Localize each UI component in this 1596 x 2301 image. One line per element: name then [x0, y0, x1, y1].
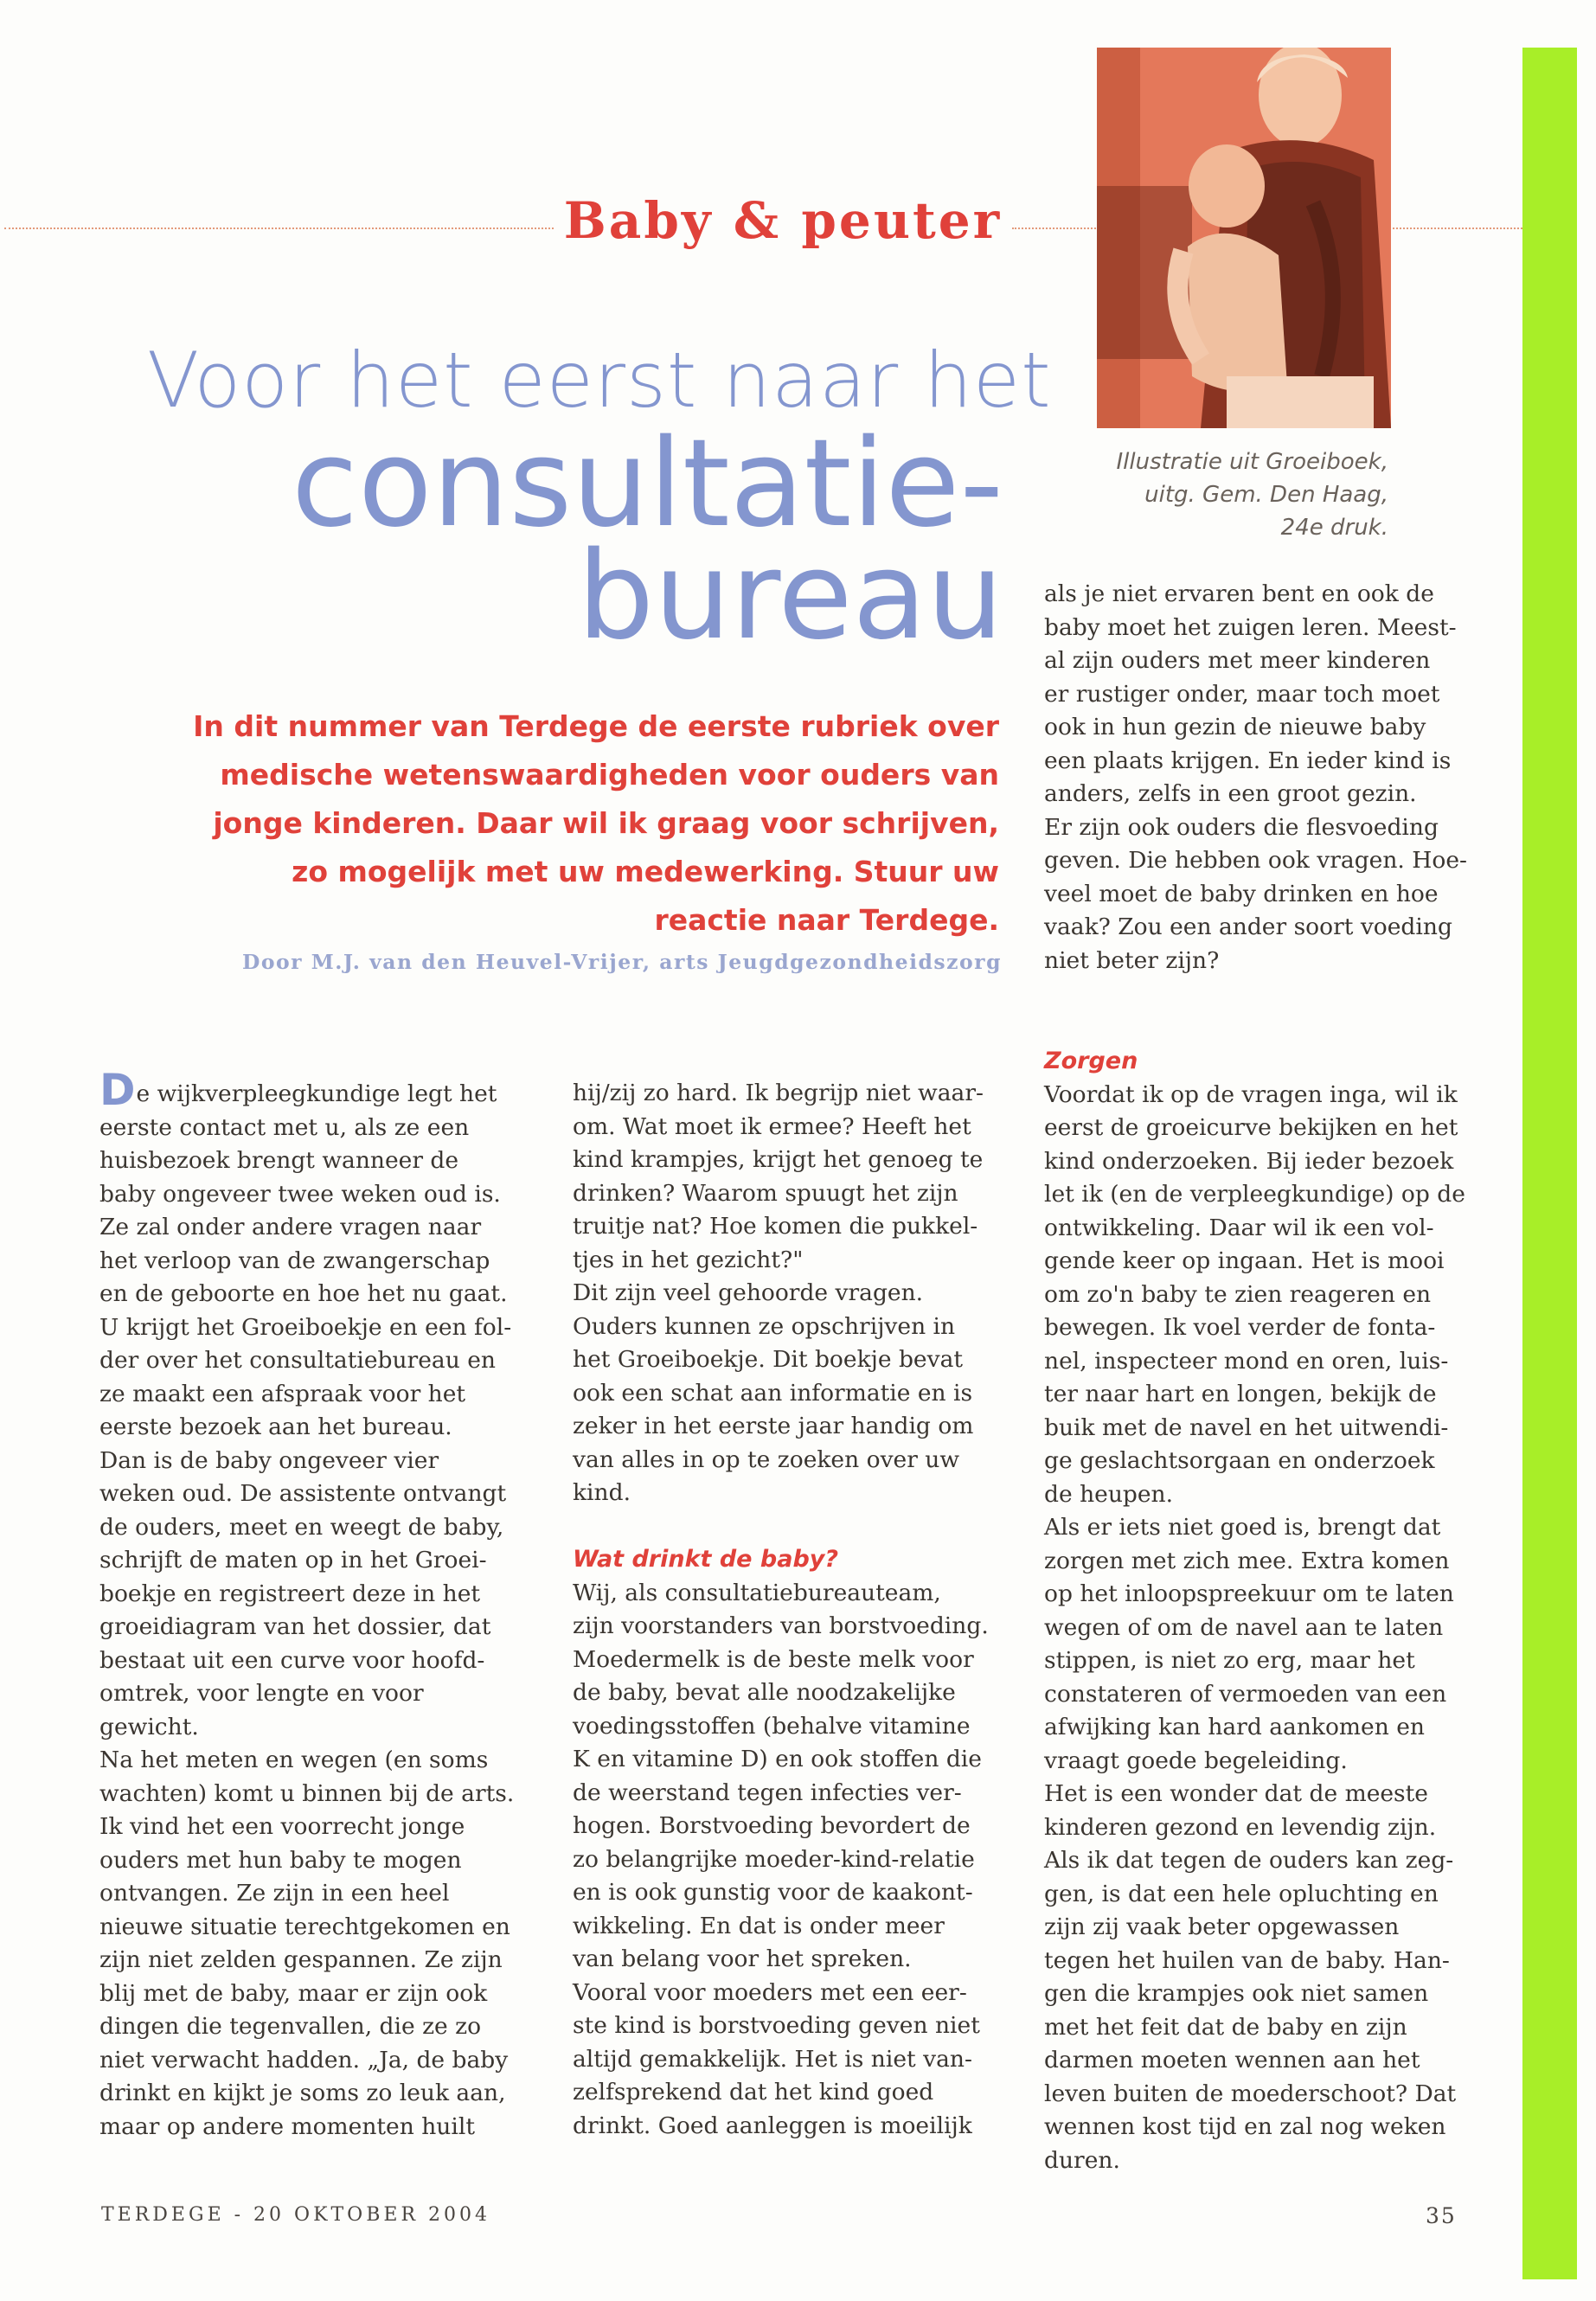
- body-line: kind.: [573, 1479, 631, 1506]
- body-line: kind krampjes, krijgt het genoeg te: [573, 1146, 984, 1173]
- body-line: constateren of vermoeden van een: [1044, 1680, 1447, 1708]
- spacer: [573, 1510, 1031, 1544]
- body-line: wegen of om de navel aan te laten: [1044, 1613, 1444, 1641]
- body-line: buik met de navel en het uitwendi-: [1044, 1413, 1449, 1441]
- body-line: als je niet ervaren bent en ook de: [1044, 580, 1434, 607]
- body-line: schrijft de maten op in het Groei-: [99, 1547, 487, 1574]
- body-line: altijd gemakkelijk. Het is niet van-: [573, 2045, 972, 2073]
- body-line: zijn voorstanders van borstvoeding.: [573, 1612, 989, 1639]
- body-line: niet beter zijn?: [1044, 946, 1220, 974]
- body-line: ter naar hart en longen, bekijk de: [1044, 1381, 1437, 1407]
- body-line: al zijn ouders met meer kinderen: [1044, 647, 1431, 674]
- body-line: tegen het huilen van de baby. Han-: [1044, 1946, 1450, 1974]
- body-line: eerste contact met u, als ze een: [99, 1113, 470, 1141]
- body-line: groeidiagram van het dossier, dat: [99, 1613, 491, 1640]
- body-line: van alles in op te zoeken over uw: [573, 1445, 960, 1473]
- body-line: zeker in het eerste jaar handig om: [573, 1413, 974, 1439]
- body-line: de heupen.: [1044, 1480, 1174, 1508]
- body-line: met het feit dat de baby en zijn: [1044, 2013, 1407, 2041]
- body-line: baby ongeveer twee weken oud is.: [99, 1180, 501, 1208]
- body-line: blij met de baby, maar er zijn ook: [99, 1979, 488, 2007]
- body-line: geven. Die hebben ook vragen. Hoe-: [1044, 847, 1467, 874]
- body-line: De wijkverpleegkundige legt het: [99, 1065, 497, 1115]
- body-line: veel moet de baby drinken en hoe: [1044, 880, 1439, 907]
- body-column-3-top: [1044, 578, 1503, 977]
- subheading-zorgen: Zorgen: [1044, 1048, 1138, 1074]
- body-line: Vooral voor moeders met een eer-: [573, 1978, 967, 2006]
- body-line: de baby, bevat alle noodzakelijke: [573, 1679, 956, 1706]
- body-line: ge geslachtsorgaan en onderzoek: [1044, 1447, 1435, 1474]
- body-line: der over het consultatiebureau en: [99, 1347, 496, 1374]
- body-line: bewegen. Ik voel verder de fonta-: [1044, 1314, 1436, 1341]
- body-line: boekje en registreert deze in het: [99, 1580, 481, 1607]
- body-line: Ouders kunnen ze opschrijven in: [573, 1312, 956, 1340]
- body-line: het verloop van de zwangerschap: [99, 1247, 490, 1274]
- body-line: eerst de groeicurve bekijken en het: [1044, 1114, 1458, 1141]
- body-line: vaak? Zou een ander soort voeding: [1044, 913, 1452, 940]
- dotted-rule-left: [4, 228, 554, 229]
- body-line: vraagt goede begeleiding.: [1044, 1747, 1348, 1774]
- body-line: wikkeling. En dat is onder meer: [573, 1912, 945, 1939]
- body-line: K en vitamine D) en ook stoffen die: [573, 1746, 982, 1772]
- body-line: en is ook gunstig voor de kaakont-: [573, 1879, 973, 1906]
- body-line: dingen die tegenvallen, die ze zo: [99, 2013, 482, 2040]
- body-line: gende keer op ingaan. Het is mooi: [1044, 1247, 1445, 1274]
- body-line: zijn zij vaak beter opgewassen: [1044, 1913, 1400, 1940]
- body-line: van belang voor het spreken.: [573, 1945, 912, 1972]
- body-line: Als ik dat tegen de ouders kan zeg-: [1044, 1847, 1454, 1874]
- mother-baby-photo: [1097, 48, 1391, 428]
- drop-cap: D: [99, 1065, 136, 1115]
- dotted-rule-right: [1388, 228, 1522, 229]
- body-line: ook een schat aan informatie en is: [573, 1379, 973, 1407]
- article-title-line3: bureau: [577, 526, 1003, 667]
- body-line: darmen moeten wennen aan het: [1044, 2047, 1420, 2073]
- body-line: weken oud. De assistente ontvangt: [99, 1480, 507, 1507]
- body-line: om. Wat moet ik ermee? Heeft het: [573, 1112, 971, 1140]
- body-line: ste kind is borstvoeding geven niet: [573, 2012, 980, 2039]
- body-line: maar op andere momenten huilt: [99, 2112, 475, 2140]
- body-line: wachten) komt u binnen bij de arts.: [99, 1779, 515, 1807]
- body-line: huisbezoek brengt wanneer de: [99, 1147, 459, 1174]
- green-margin-bar: [1522, 48, 1577, 2279]
- publication-footer: TERDEGE - 20 OKTOBER 2004: [101, 2204, 490, 2226]
- body-line: niet verwacht hadden. „Ja, de baby: [99, 2046, 509, 2073]
- body-line: gewicht.: [99, 1713, 199, 1740]
- body-line: Er zijn ook ouders die flesvoeding: [1044, 813, 1439, 841]
- body-line: ze maakt een afspraak voor het: [99, 1380, 466, 1407]
- body-line: Wij, als consultatiebureauteam,: [573, 1579, 941, 1606]
- body-line: zelfsprekend dat het kind goed: [573, 2079, 934, 2106]
- body-line: eerste bezoek aan het bureau.: [99, 1413, 452, 1440]
- body-line: gen die krampjes ook niet samen: [1044, 1980, 1429, 2007]
- body-line: voedingsstoffen (behalve vitamine: [573, 1712, 971, 1740]
- body-line: drinkt. Goed aanleggen is moeilijk: [573, 2112, 972, 2139]
- body-line: op het inloopspreekuur om te laten: [1044, 1580, 1454, 1607]
- body-line: Dan is de baby ongeveer vier: [99, 1446, 439, 1474]
- body-line: Moedermelk is de beste melk voor: [573, 1645, 974, 1673]
- body-line: Ik vind het een voorrecht jonge: [99, 1813, 465, 1840]
- body-line: de weerstand tegen infecties ver-: [573, 1779, 962, 1806]
- body-line: leven buiten de moederschoot? Dat: [1044, 2080, 1457, 2107]
- author-byline: Door M.J. van den Heuvel-Vrijer, arts Jeugdgezondheidszorg: [241, 950, 1002, 974]
- body-line: kind onderzoeken. Bij ieder bezoek: [1044, 1147, 1454, 1175]
- body-line: kinderen gezond en levendig zijn.: [1044, 1813, 1437, 1841]
- body-column-1: [99, 1065, 558, 2144]
- body-line: hij/zij zo hard. Ik begrijp niet waar-: [573, 1080, 984, 1106]
- body-line: Dit zijn veel gehoorde vragen.: [573, 1279, 924, 1306]
- body-line: hogen. Borstvoeding bevordert de: [573, 1812, 971, 1839]
- page-number: 35: [1426, 2203, 1457, 2228]
- body-line: Als er iets niet goed is, brengt dat: [1044, 1514, 1441, 1541]
- body-line: gen, is dat een hele opluchting en: [1044, 1880, 1439, 1907]
- article-title-line2: consultatie-: [291, 413, 1003, 554]
- article-title-line1: Voor het eerst naar het: [147, 336, 1052, 425]
- body-line: Het is een wonder dat de meeste: [1044, 1780, 1428, 1807]
- body-line: stippen, is niet zo erg, maar het: [1044, 1647, 1415, 1674]
- body-line: zo belangrijke moeder-kind-relatie: [573, 1845, 975, 1873]
- body-column-2: [573, 1077, 1031, 2143]
- body-line: drinkt en kijkt je soms zo leuk aan,: [99, 2080, 506, 2106]
- body-line: truitje nat? Hoe komen die pukkel-: [573, 1213, 978, 1240]
- subheading-wat-drinkt-de-baby: Wat drinkt de baby?: [573, 1546, 839, 1573]
- body-line: let ik (en de verpleegkundige) op de: [1044, 1181, 1465, 1208]
- dotted-rule-middle: [1012, 228, 1099, 229]
- body-line: er rustiger onder, maar toch moet: [1044, 680, 1440, 708]
- body-line: afwijking kan hard aankomen en: [1044, 1714, 1425, 1740]
- body-line: Voordat ik op de vragen inga, wil ik: [1044, 1080, 1458, 1108]
- rubric-heading: Baby & peuter: [563, 191, 1003, 250]
- body-line: Ze zal onder andere vragen naar: [99, 1214, 482, 1240]
- body-line: duren.: [1044, 2146, 1120, 2174]
- body-line: nel, inspecteer mond en oren, luis-: [1044, 1347, 1449, 1375]
- body-line: drinken? Waarom spuugt het zijn: [573, 1179, 958, 1207]
- photo-caption: Illustratie uit Groeiboek, uitg. Gem. Den Haag, 24e druk.: [1116, 449, 1388, 541]
- body-line: een plaats krijgen. En ieder kind is: [1044, 747, 1452, 774]
- body-line: en de geboorte en hoe het nu gaat.: [99, 1280, 508, 1307]
- body-line: nieuwe situatie terechtgekomen en: [99, 1913, 510, 1940]
- body-line: U krijgt het Groeiboekje en een fol-: [99, 1313, 512, 1341]
- body-line: het Groeiboekje. Dit boekje bevat: [573, 1346, 964, 1373]
- body-line: zorgen met zich mee. Extra komen: [1044, 1547, 1450, 1574]
- body-line: de ouders, meet en weegt de baby,: [99, 1513, 504, 1541]
- body-line: ook in hun gezin de nieuwe baby: [1044, 714, 1426, 740]
- body-line: Na het meten en wegen (en soms: [99, 1747, 489, 1773]
- intro-paragraph: In dit nummer van Terdege de eerste rubriek over medische wetenswaardigheden voor ouders van jonge kinderen. Daar wil ik graag voor schrijven, zo mogelijk met uw medewerking. Stuur uw reactie naar Terdege.: [193, 709, 999, 937]
- body-column-3-bottom: [1044, 1045, 1503, 2177]
- body-line: ouders met hun baby te mogen: [99, 1846, 462, 1874]
- body-line: tjes in het gezicht?": [573, 1246, 804, 1273]
- body-line: bestaat uit een curve voor hoofd-: [99, 1646, 485, 1674]
- body-line: baby moet het zuigen leren. Meest-: [1044, 613, 1457, 641]
- body-line: anders, zelfs in een groot gezin.: [1044, 780, 1417, 807]
- body-line: ontvangen. Ze zijn in een heel: [99, 1880, 450, 1907]
- body-line: omtrek, voor lengte en voor: [99, 1680, 424, 1707]
- body-line: wennen kost tijd en zal nog weken: [1044, 2113, 1446, 2140]
- body-line: ontwikkeling. Daar wil ik een vol-: [1044, 1214, 1434, 1241]
- body-line: zijn niet zelden gespannen. Ze zijn: [99, 1946, 503, 1973]
- body-line: om zo'n baby te zien reageren en: [1044, 1280, 1432, 1308]
